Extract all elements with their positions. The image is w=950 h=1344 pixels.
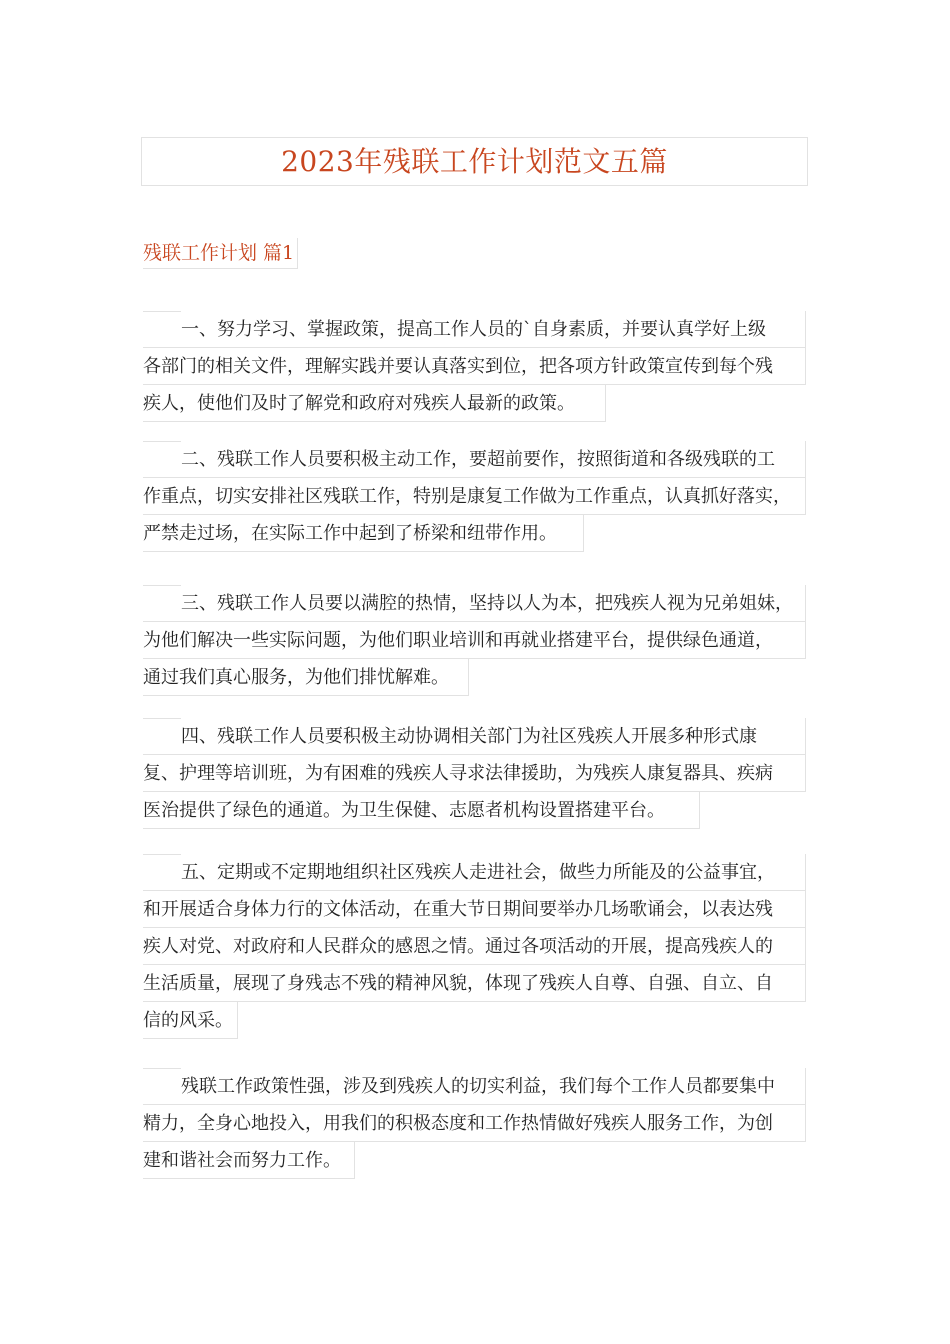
paragraph-line: 五、定期或不定期地组织社区残疾人走进社会，做些力所能及的公益事宜，: [143, 854, 806, 891]
paragraph-3: [143, 585, 806, 696]
paragraph-6: [143, 1068, 806, 1179]
paragraph-line: 四、残联工作人员要积极主动协调相关部门为社区残疾人开展多种形式康: [143, 718, 806, 755]
title-box: [141, 137, 808, 186]
paragraph-line: 二、残联工作人员要积极主动工作，要超前要作，按照街道和各级残联的工: [143, 441, 806, 478]
paragraph-line: 复、护理等培训班，为有困难的残疾人寻求法律援助，为残疾人康复器具、疾病: [143, 755, 806, 792]
paragraph-line: 医治提供了绿色的通道。为卫生保健、志愿者机构设置搭建平台。: [143, 792, 700, 829]
paragraph-line: 精力，全身心地投入，用我们的积极态度和工作热情做好残疾人服务工作，为创: [143, 1105, 806, 1142]
paragraph-line: 残联工作政策性强，涉及到残疾人的切实利益，我们每个工作人员都要集中: [143, 1068, 806, 1105]
paragraph-line: 信的风采。: [143, 1002, 238, 1039]
paragraph-line: 作重点，切实安排社区残联工作，特别是康复工作做为工作重点，认真抓好落实，: [143, 478, 806, 515]
paragraph-line: 为他们解决一些实际问题，为他们职业培训和再就业搭建平台，提供绿色通道，: [143, 622, 806, 659]
paragraph-line: 生活质量，展现了身残志不残的精神风貌，体现了残疾人自尊、自强、自立、自: [143, 965, 806, 1002]
paragraph-line: 和开展适合身体力行的文体活动，在重大节日期间要举办几场歌诵会，以表达残: [143, 891, 806, 928]
paragraph-line: 各部门的相关文件，理解实践并要认真落实到位，把各项方针政策宣传到每个残: [143, 348, 806, 385]
paragraph-2: [143, 441, 806, 552]
document-title: 2023年残联工作计划范文五篇: [281, 145, 668, 178]
section-heading: 残联工作计划 篇1: [143, 238, 298, 269]
paragraph-line: 一、努力学习、掌握政策，提高工作人员的`自身素质，并要认真学好上级: [143, 311, 806, 348]
paragraph-4: [143, 718, 806, 829]
paragraph-line: 建和谐社会而努力工作。: [143, 1142, 355, 1179]
paragraph-line: 三、残联工作人员要以满腔的热情，坚持以人为本，把残疾人视为兄弟姐妹，: [143, 585, 806, 622]
paragraph-line: 疾人，使他们及时了解党和政府对残疾人最新的政策。: [143, 385, 606, 422]
paragraph-1: [143, 311, 806, 422]
paragraph-line: 疾人对党、对政府和人民群众的感恩之情。通过各项活动的开展，提高残疾人的: [143, 928, 806, 965]
paragraph-line: 通过我们真心服务，为他们排忧解难。: [143, 659, 469, 696]
paragraph-5: [143, 854, 806, 1039]
paragraph-line: 严禁走过场，在实际工作中起到了桥梁和纽带作用。: [143, 515, 584, 552]
